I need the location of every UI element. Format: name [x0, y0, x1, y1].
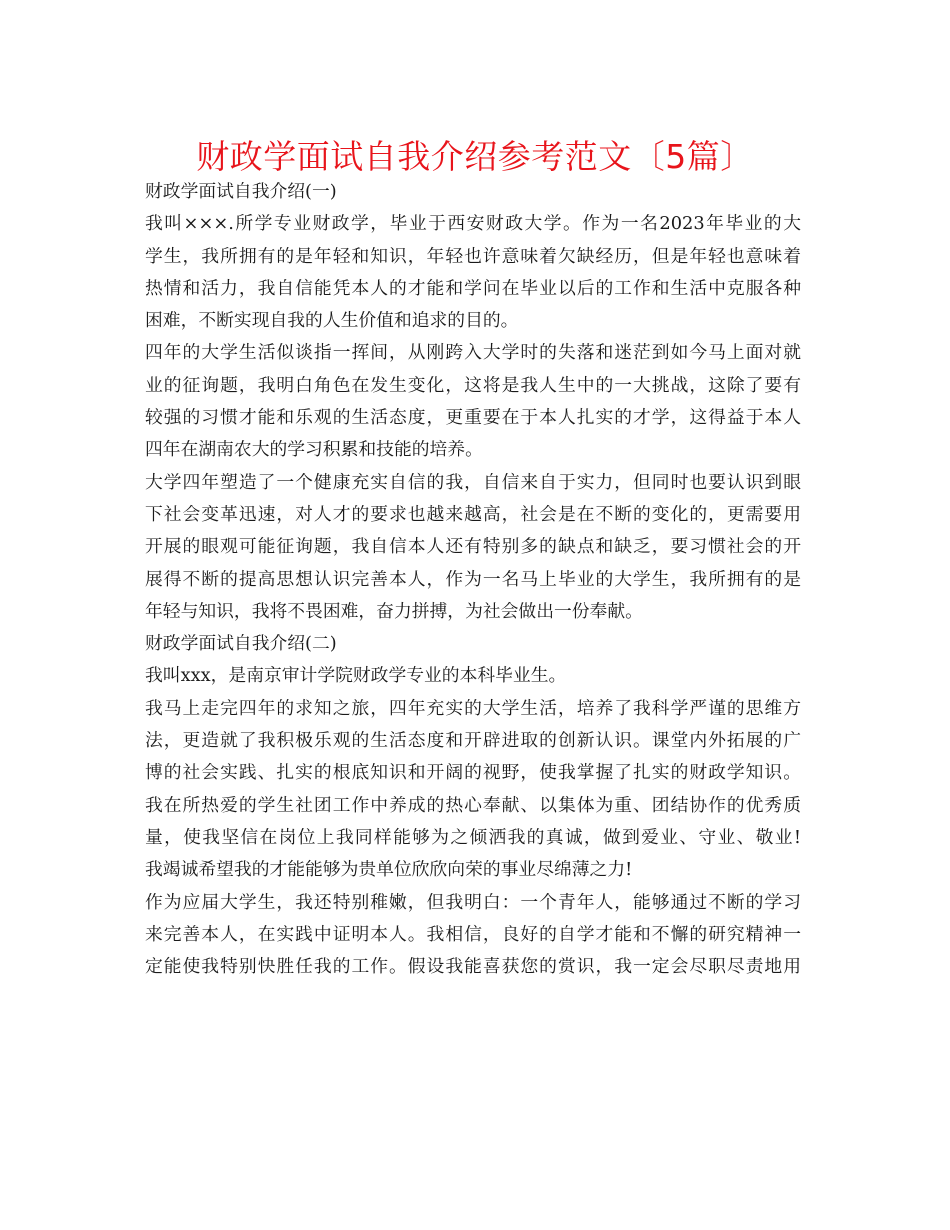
paragraph-line: 展得不断的提高思想认识完善本人，作为一名马上毕业的大学生，我所拥有的是 — [145, 568, 801, 590]
paragraph-line: 我叫xxx，是南京审计学院财政学专业的本科毕业生。 — [145, 665, 567, 687]
paragraph-line: 四年在湖南农大的学习积累和技能的培养。 — [145, 439, 483, 461]
paragraph-line: 作为应届大学生，我还特别稚嫩，但我明白：一个青年人，能够通过不断的学习 — [145, 891, 801, 913]
section-heading: 财政学面试自我介绍(二) — [145, 633, 337, 655]
document-title: 财政学面试自我介绍参考范文〔5篇〕 — [196, 137, 754, 176]
paragraph-line: 法，更造就了我积极乐观的生活态度和开辟进取的创新认识。课堂内外拓展的广 — [145, 730, 801, 752]
paragraph-line: 来完善本人，在实践中证明本人。我相信，良好的自学才能和不懈的研究精神一 — [145, 923, 801, 945]
paragraph-line: 我马上走完四年的求知之旅，四年充实的大学生活，培养了我科学严谨的思维方 — [145, 697, 801, 719]
paragraph-line: 博的社会实践、扎实的根底知识和开阔的视野，使我掌握了扎实的财政学知识。 — [145, 762, 801, 784]
paragraph-line: 大学四年塑造了一个健康充实自信的我，自信来自于实力，但同时也要认识到眼 — [145, 471, 801, 493]
paragraph-line: 年轻与知识，我将不畏困难，奋力拼搏，为社会做出一份奉献。 — [145, 600, 643, 622]
paragraph-line: 下社会变革迅速，对人才的要求也越来越高，社会是在不断的变化的，更需要用 — [145, 503, 801, 525]
paragraph-line: 我在所热爱的学生社团工作中养成的热心奉献、以集体为重、团结协作的优秀质 — [145, 794, 801, 816]
paragraph-line: 开展的眼观可能征询题，我自信本人还有特别多的缺点和缺乏，要习惯社会的开 — [145, 536, 801, 558]
paragraph-line: 较强的习惯才能和乐观的生活态度，更重要在于本人扎实的才学，这得益于本人 — [145, 407, 801, 429]
paragraph-line: 困难，不断实现自我的人生价值和追求的目的。 — [145, 310, 519, 332]
paragraph-line: 业的征询题，我明白角色在发生变化，这将是我人生中的一大挑战，这除了要有 — [145, 374, 801, 396]
section-heading: 财政学面试自我介绍(一) — [145, 181, 337, 202]
paragraph-line: 我叫×××.所学专业财政学，毕业于西安财政大学。作为一名2023年毕业的大 — [145, 213, 801, 235]
paragraph-line: 量，使我坚信在岗位上我同样能够为之倾洒我的真诚，做到爱业、守业、敬业! — [145, 826, 801, 848]
paragraph-line: 定能使我特别快胜任我的工作。假设我能喜获您的赏识，我一定会尽职尽责地用 — [145, 956, 801, 978]
paragraph-line: 学生，我所拥有的是年轻和知识，年轻也许意味着欠缺经历，但是年轻也意味着 — [145, 245, 801, 267]
document-body — [145, 176, 801, 983]
paragraph-line: 热情和活力，我自信能凭本人的才能和学问在毕业以后的工作和生活中克服各种 — [145, 277, 801, 299]
paragraph-line: 我竭诚希望我的才能能够为贵单位欣欣向荣的事业尽绵薄之力! — [145, 859, 633, 881]
paragraph-line: 四年的大学生活似谈指一挥间，从刚跨入大学时的失落和迷茫到如今马上面对就 — [145, 342, 801, 364]
